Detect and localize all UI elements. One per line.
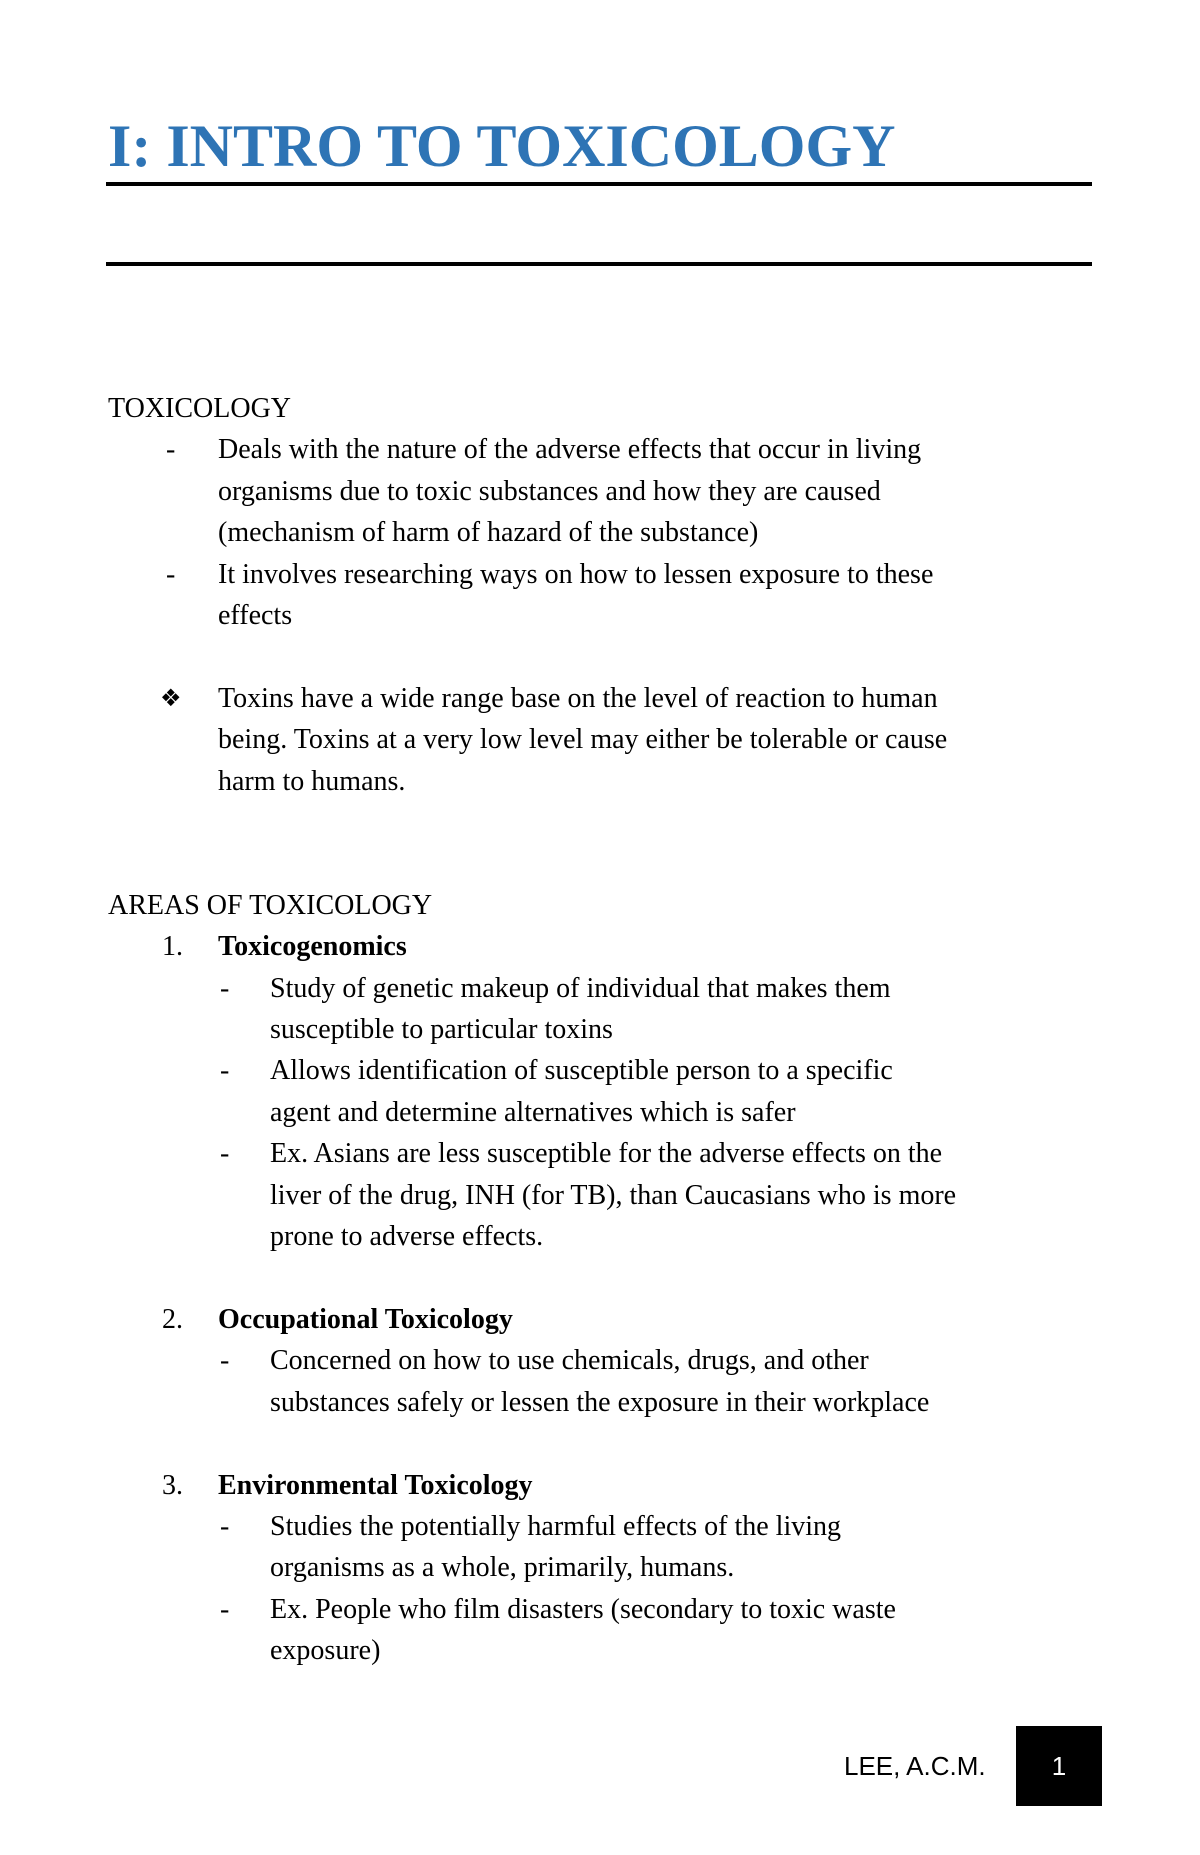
- page-number: 1: [1051, 1750, 1067, 1781]
- area-title-occupational-toxicology: [108, 1299, 1108, 1340]
- list-item-line: Studies the potentially harmful effects of the living: [270, 1510, 842, 1542]
- dash-marker: -: [166, 434, 176, 466]
- title-underline: [106, 182, 1092, 186]
- list-item: [108, 968, 1108, 1051]
- dash-marker: -: [220, 1345, 230, 1377]
- area-title-text: Toxicogenomics: [218, 931, 407, 963]
- list-item-line: substances safely or lessen the exposure in their workplace: [270, 1386, 930, 1418]
- list-item-line: organisms as a whole, primarily, humans.: [270, 1552, 735, 1584]
- list-item: [108, 1050, 1108, 1133]
- list-item-line: prone to adverse effects.: [270, 1221, 544, 1253]
- list-item-line: Allows identification of susceptible person to a specific: [270, 1055, 893, 1087]
- list-item-line: effects: [218, 600, 293, 632]
- area-number: 2.: [162, 1303, 183, 1335]
- dash-marker: -: [220, 1138, 230, 1170]
- list-item-line: Deals with the nature of the adverse effects that occur in living: [218, 434, 922, 466]
- page-title: I: INTRO TO TOXICOLOGY: [108, 113, 896, 179]
- document-body: [108, 388, 1108, 1672]
- section-divider: [106, 262, 1092, 266]
- list-item-line: Concerned on how to use chemicals, drugs, and other: [270, 1345, 869, 1377]
- list-item-line: agent and determine alternatives which is safer: [270, 1096, 796, 1128]
- list-item-line: It involves researching ways on how to lessen exposure to these: [218, 558, 934, 590]
- note-line: being. Toxins at a very low level may either be tolerable or cause: [218, 724, 948, 756]
- list-item-line: Ex. Asians are less susceptible for the adverse effects on the: [270, 1138, 943, 1170]
- list-item: [108, 1133, 1108, 1257]
- dash-marker: -: [220, 972, 230, 1004]
- footer-author: LEE, A.C.M.: [844, 1751, 986, 1781]
- dash-marker: -: [220, 1593, 230, 1625]
- area-number: 3.: [162, 1469, 183, 1501]
- area-number: 1.: [162, 931, 183, 963]
- section-heading-toxicology: TOXICOLOGY: [108, 393, 292, 424]
- list-item: [108, 1340, 1108, 1423]
- list-item-line: susceptible to particular toxins: [270, 1014, 613, 1046]
- list-item-line: liver of the drug, INH (for TB), than Caucasians who is more: [270, 1179, 957, 1211]
- four-diamond-star-icon: ❖: [160, 683, 182, 712]
- dash-marker: -: [220, 1055, 230, 1087]
- section-heading-areas: AREAS OF TOXICOLOGY: [108, 889, 433, 921]
- area-title-toxicogenomics: [108, 926, 1108, 967]
- list-item-line: exposure): [270, 1635, 381, 1667]
- note-line: Toxins have a wide range base on the level of reaction to human: [218, 682, 938, 714]
- dash-marker: -: [220, 1510, 230, 1542]
- list-item-line: (mechanism of harm of hazard of the substance): [218, 517, 759, 549]
- area-title-text: Environmental Toxicology: [218, 1469, 533, 1501]
- note-item: [108, 678, 1108, 802]
- list-item-line: organisms due to toxic substances and how they are caused: [218, 475, 881, 507]
- dash-marker: -: [166, 558, 176, 590]
- area-title-environmental-toxicology: [108, 1465, 1108, 1506]
- page-number-badge: [1016, 1726, 1102, 1806]
- note-line: harm to humans.: [218, 765, 406, 797]
- list-item-line: Study of genetic makeup of individual that makes them: [270, 972, 891, 1004]
- list-item: [108, 1589, 1108, 1672]
- list-item: [108, 554, 1108, 637]
- list-item: [108, 429, 1108, 553]
- list-item: [108, 1506, 1108, 1589]
- area-title-text: Occupational Toxicology: [218, 1303, 513, 1335]
- list-item-line: Ex. People who film disasters (secondary to toxic waste: [270, 1593, 896, 1625]
